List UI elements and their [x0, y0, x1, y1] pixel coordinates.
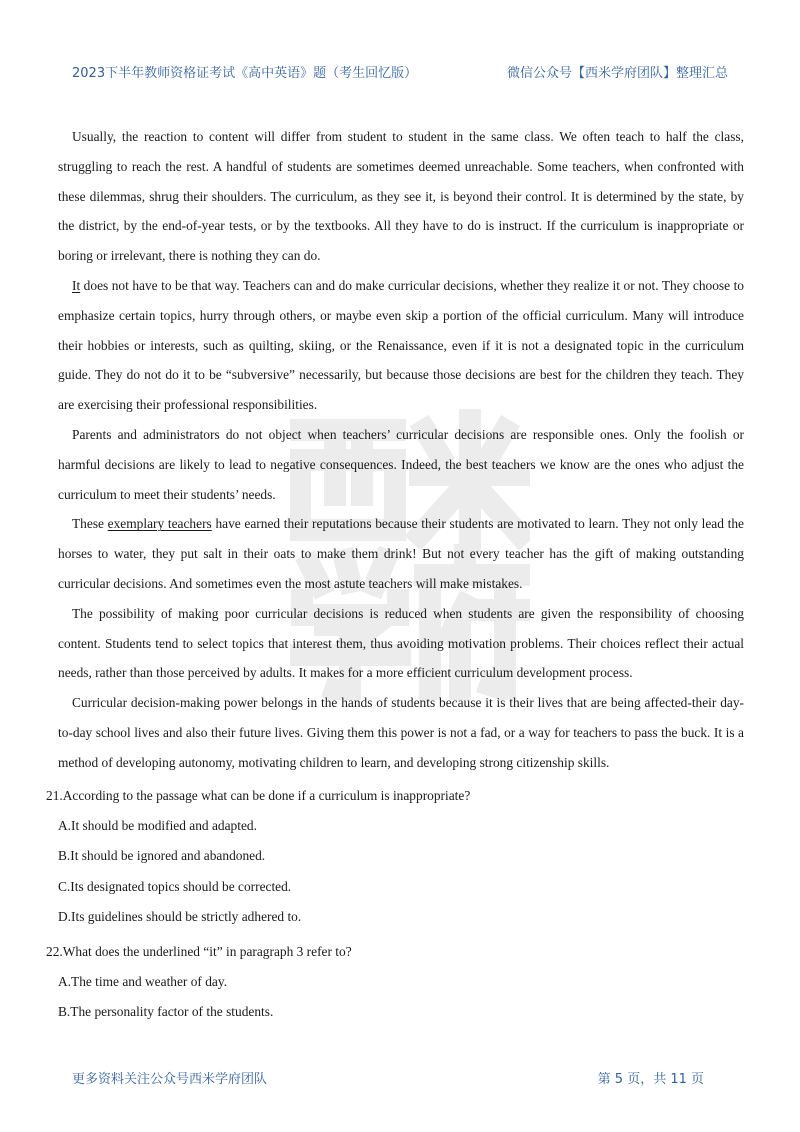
option-b: B.The personality factor of the students.: [58, 1004, 274, 1020]
question-22: [46, 936, 744, 1028]
paragraph-1: Usually, the reaction to content will differ from student to student in the same class. We often teach to half the class, struggling to reach the rest. A handful of students are sometimes deemed unreachable. Some teachers, when confronted with these dilemmas, shrug their shoulders. The curriculum, as they see it, is beyond their control. It is determined by the state, by the district, by the end-of-year tests, or by the textbooks. All they have to do is instruct. If the curriculum is inappropriate or boring or irrelevant, there is nothing they can do.: [58, 129, 744, 264]
paragraph-3: Parents and administrators do not object when teachers’ curricular decisions are responsible ones. Only the foolish or harmful decisions are likely to lead to negative consequences. Indeed, the best teachers we know are the ones who adjust the curriculum to meet their students’ needs.: [58, 426, 744, 502]
underlined-exemplary-teachers: exemplary teachers: [107, 516, 212, 532]
option-b: B.It should be ignored and abandoned.: [58, 848, 266, 864]
option-c: C.Its designated topics should be corrected.: [58, 878, 292, 894]
option-a: A.The time and weather of day.: [58, 973, 228, 989]
paragraph-2: It does not have to be that way. Teachers can and do make curricular decisions, whether they realize it or not. They choose to emphasize certain topics, hurry through others, or maybe even skip a portion of the official curriculum. Many will introduce their hobbies or interests, such as quilting, skiing, or the Renaissance, even if it is not a designated topic in the curriculum guide. They do not do it to be “subversive” necessarily, but because those decisions are best for the children they teach. They are exercising their professional responsibilities.: [58, 277, 744, 413]
question-21: [46, 780, 744, 933]
question-stem: 22.What does the underlined “it” in paragraph 3 refer to?: [46, 943, 352, 959]
header-source: 微信公众号【西米学府团队】整理汇总: [506, 66, 728, 81]
underlined-it: It: [72, 277, 81, 293]
page-number: 第 5 页，共 11 页: [597, 1072, 704, 1087]
paragraph-4: These exemplary teachers have earned their reputations because their students are motivated to learn. They not only lead the horses to water, they put salt in their oats to make them drink! But not every teacher has the gift of making outstanding curricular decisions. And sometimes even the most astute teachers will make mistakes.: [58, 516, 744, 591]
option-d: D.Its guidelines should be strictly adhered to.: [58, 909, 302, 925]
reading-passage: [46, 122, 744, 1028]
paragraph-6: Curricular decision-making power belongs in the hands of students because it is their lives that are being affected-their day-to-day school lives and also their future lives. Giving them this power is not a fad, or a way for teachers to pass the buck. It is a method of developing autonomy, motivating children to learn, and developing strong citizenship skills.: [58, 695, 744, 770]
footer-promo: 更多资料关注公众号西米学府团队: [72, 1072, 268, 1087]
question-stem: 21.According to the passage what can be done if a curriculum is inappropriate?: [46, 787, 471, 803]
option-a: A.It should be modified and adapted.: [58, 817, 257, 833]
page-header: [72, 62, 728, 81]
header-exam-title: 2023下半年教师资格证考试《高中英语》题（考生回忆版）: [72, 66, 418, 81]
paragraph-5: The possibility of making poor curricular decisions is reduced when students are given the responsibility of choosing content. Students tend to select topics that interest them, thus avoiding motivation problems. Their choices reflect their actual needs, rather than those perceived by adults. It makes for a more efficient curriculum development process.: [58, 605, 744, 681]
page-footer: [72, 1068, 704, 1087]
